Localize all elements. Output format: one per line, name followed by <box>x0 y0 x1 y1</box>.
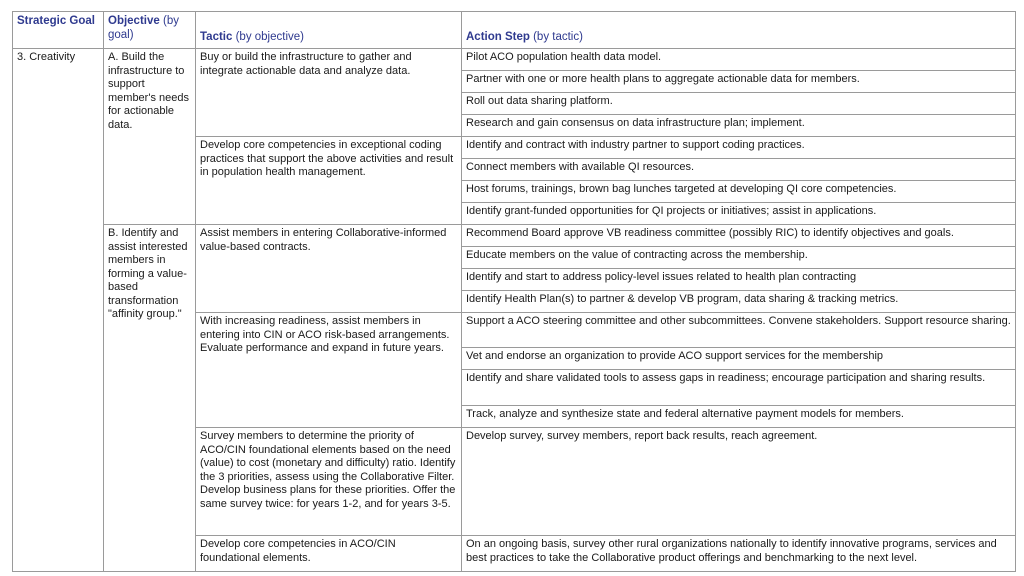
action-step: Develop survey, survey members, report back results, reach agreement. <box>462 428 1016 536</box>
action-step: Partner with one or more health plans to aggregate actionable data for members. <box>462 71 1016 93</box>
objective-a: A. Build the infrastructure to support member's needs for actionable data. <box>104 49 196 225</box>
action-step: Identify and share validated tools to assess gaps in readiness; encourage participation and sharing results. <box>462 370 1016 406</box>
tactic-a2: Develop core competencies in exceptional coding practices that support the above activities and result in population health management. <box>196 137 462 225</box>
action-step: Educate members on the value of contracting across the membership. <box>462 247 1016 269</box>
tactic-b1: Assist members in entering Collaborative-informed value-based contracts. <box>196 225 462 313</box>
action-step: Identify Health Plan(s) to partner & develop VB program, data sharing & tracking metrics. <box>462 291 1016 313</box>
action-step: Connect members with available QI resources. <box>462 159 1016 181</box>
action-step: Host forums, trainings, brown bag lunches targeted at developing QI core competencies. <box>462 181 1016 203</box>
action-step: Track, analyze and synthesize state and federal alternative payment models for members. <box>462 406 1016 428</box>
action-step: Research and gain consensus on data infrastructure plan; implement. <box>462 115 1016 137</box>
header-action-step: Action Step (by tactic) <box>462 12 1016 49</box>
action-step: Support a ACO steering committee and other subcommittees. Convene stakeholders. Support resource sharing. <box>462 313 1016 348</box>
action-step: Identify grant-funded opportunities for QI projects or initiatives; assist in applications. <box>462 203 1016 225</box>
header-objective: Objective (by goal) <box>104 12 196 49</box>
strategic-plan-table <box>12 11 1016 572</box>
action-step: Pilot ACO population health data model. <box>462 49 1016 71</box>
tactic-b3: Survey members to determine the priority of ACO/CIN foundational elements based on the need (value) to cost (monetary and difficulty) ratio. Identify the 3 priorities, assess using the Collaborative Filter. Develop business plans for these priorities. Offer the same survey twice: for years 1-2, and for years 3-5. <box>196 428 462 536</box>
action-step: Recommend Board approve VB readiness committee (possibly RIC) to identify objectives and goals. <box>462 225 1016 247</box>
tactic-b4: Develop core competencies in ACO/CIN foundational elements. <box>196 536 462 572</box>
tactic-b2: With increasing readiness, assist members in entering into CIN or ACO risk-based arrangements. Evaluate performance and expand in future years. <box>196 313 462 428</box>
action-step: Vet and endorse an organization to provide ACO support services for the membership <box>462 348 1016 370</box>
action-step: On an ongoing basis, survey other rural organizations nationally to identify innovative programs, services and best practices to take the Collaborative product offerings and benchmarking to the next level. <box>462 536 1016 572</box>
action-step: Roll out data sharing platform. <box>462 93 1016 115</box>
tactic-a1: Buy or build the infrastructure to gather and integrate actionable data and analyze data. <box>196 49 462 137</box>
action-step: Identify and start to address policy-level issues related to health plan contracting <box>462 269 1016 291</box>
objective-b: B. Identify and assist interested members in forming a value-based transformation "affinity group." <box>104 225 196 572</box>
header-row <box>13 12 1016 49</box>
header-strategic-goal: Strategic Goal <box>13 12 104 49</box>
action-step: Identify and contract with industry partner to support coding practices. <box>462 137 1016 159</box>
strategic-goal-cell: 3. Creativity <box>13 49 104 572</box>
header-tactic: Tactic (by objective) <box>196 12 462 49</box>
